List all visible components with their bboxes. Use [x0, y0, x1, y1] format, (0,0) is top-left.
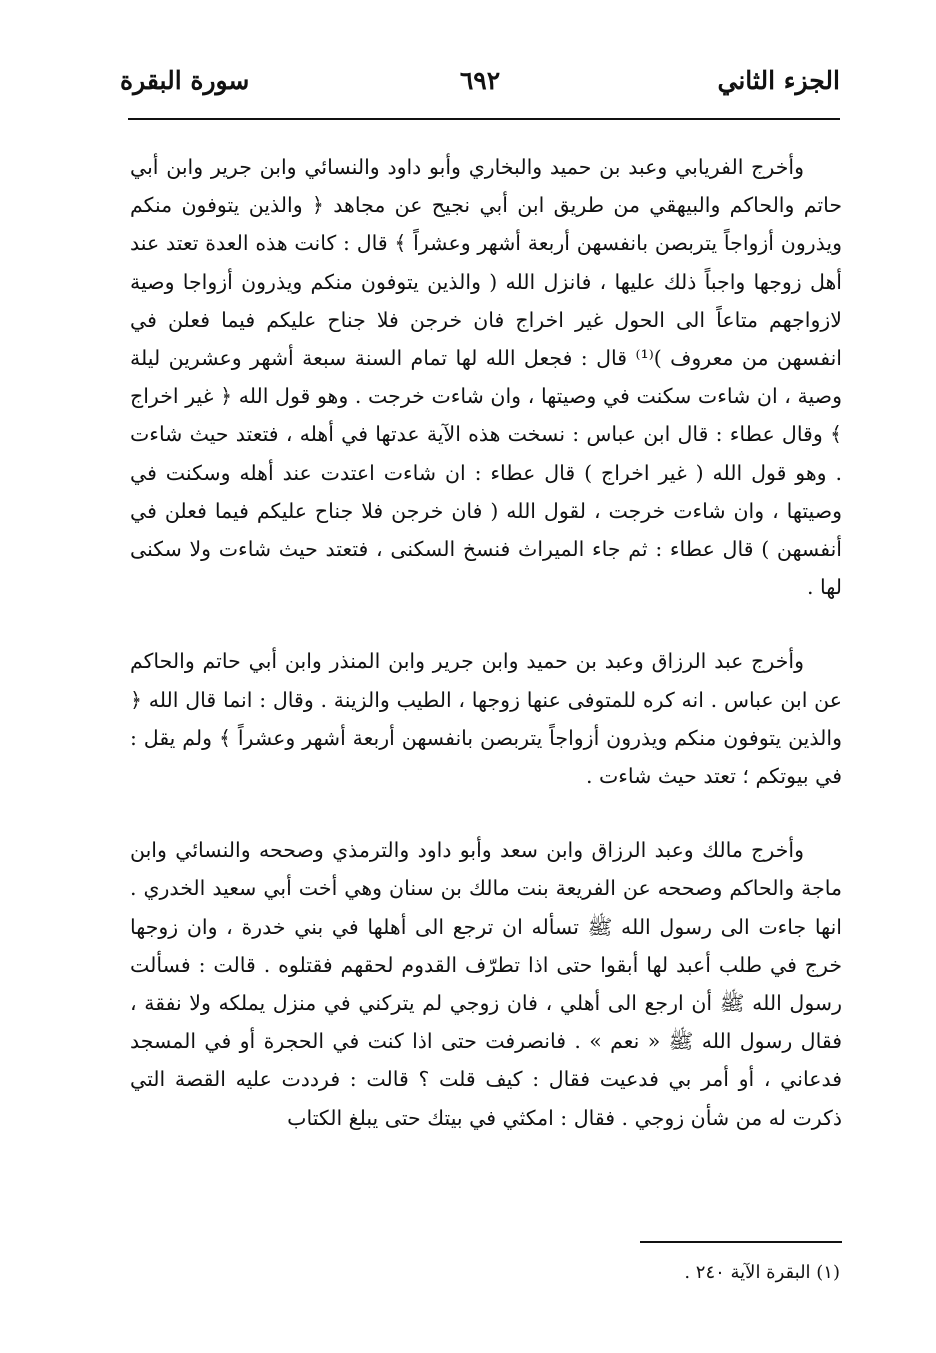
header-divider [128, 118, 840, 120]
surah-title: سورة البقرة [120, 66, 250, 95]
paragraph-1: وأخرج الفريابي وعبد بن حميد والبخاري وأبو داود والنسائي وابن جرير وابن أبي حاتم والحاكم والبيهقي من طريق ابن أبي نجيح عن مجاهد ﴿ والذين يتوفون منكم ويذرون أزواجاً يتربصن بانفسهن أربعة أشهر وعشراً ﴾ قال : كانت هذه العدة تعتد عند أهل زوجها واجباً ذلك عليها ، فانزل الله ( والذين يتوفون منكم ويذرون أزواجا وصية لازواجهم متاعاً الى الحول غير اخراج فان خرجن فلا جناح عليكم فيما فعلن في انفسهن من معروف )⁽¹⁾ قال : فجعل الله لها تمام السنة سبعة أشهر وعشرين ليلة وصية ، ان شاءت سكنت في وصيتها ، وان شاءت خرجت . وهو قول الله ﴿ غير اخراج ﴾ وقال عطاء : قال ابن عباس : نسخت هذه الآية عدتها في أهله ، فتعتد حيث شاءت . وهو قول الله ( غير اخراج ) قال عطاء : ان شاءت اعتدت عند أهله وسكنت في وصيتها ، وان شاءت خرجت ، لقول الله ( فان خرجن فلا جناح عليكم فيما فعلن في أنفسهن ) قال عطاء : ثم جاء الميراث فنسخ السكنى ، فتعتد حيث شاءت ولا سكنى لها . [130, 155, 842, 600]
footnote-divider [640, 1241, 842, 1243]
paragraph-3: وأخرج مالك وعبد الرزاق وابن سعد وأبو داود والترمذي وصححه والنسائي وابن ماجة والحاكم وصححه عن الفريعة بنت مالك بن سنان وهي أخت أبي سعيد الخدري . انها جاءت الى رسول الله ﷺ تسأله ان ترجع الى أهلها في بني خدرة ، وان زوجها خرج في طلب أعبد لها أبقوا حتى اذا تطرّف القدوم لحقهم فقتلوه . قالت : فسألت رسول الله ﷺ أن ارجع الى أهلي ، فان زوجي لم يتركني في منزل يملكه ولا نفقة ، فقال رسول الله ﷺ « نعم » . فانصرفت حتى اذا كنت في الحجرة أو في المسجد فدعاني ، أو أمر بي فدعيت فقال : كيف قلت ؟ قالت : فرددت عليه القصة التي ذكرت له من شأن زوجي . فقال : امكثي في بيتك حتى يبلغ الكتاب [130, 838, 842, 1130]
footnote: (١) البقرة الآية ٢٤٠ . [684, 1262, 840, 1283]
page-header [120, 60, 840, 110]
paragraph-2: وأخرج عبد الرزاق وعبد بن حميد وابن جرير وابن المنذر وابن أبي حاتم والحاكم عن ابن عباس . انه كره للمتوفى عنها زوجها ، الطيب والزينة . وقال : انما قال الله ﴿ والذين يتوفون منكم ويذرون أزواجاً يتربصن بانفسهن أربعة أشهر وعشراً ﴾ ولم يقل : في بيوتكم ؛ تعتد حيث شاءت . [130, 649, 842, 789]
part-title: الجزء الثاني [717, 66, 840, 95]
page-number: ٦٩٢ [459, 66, 501, 95]
page-body [130, 148, 842, 1137]
